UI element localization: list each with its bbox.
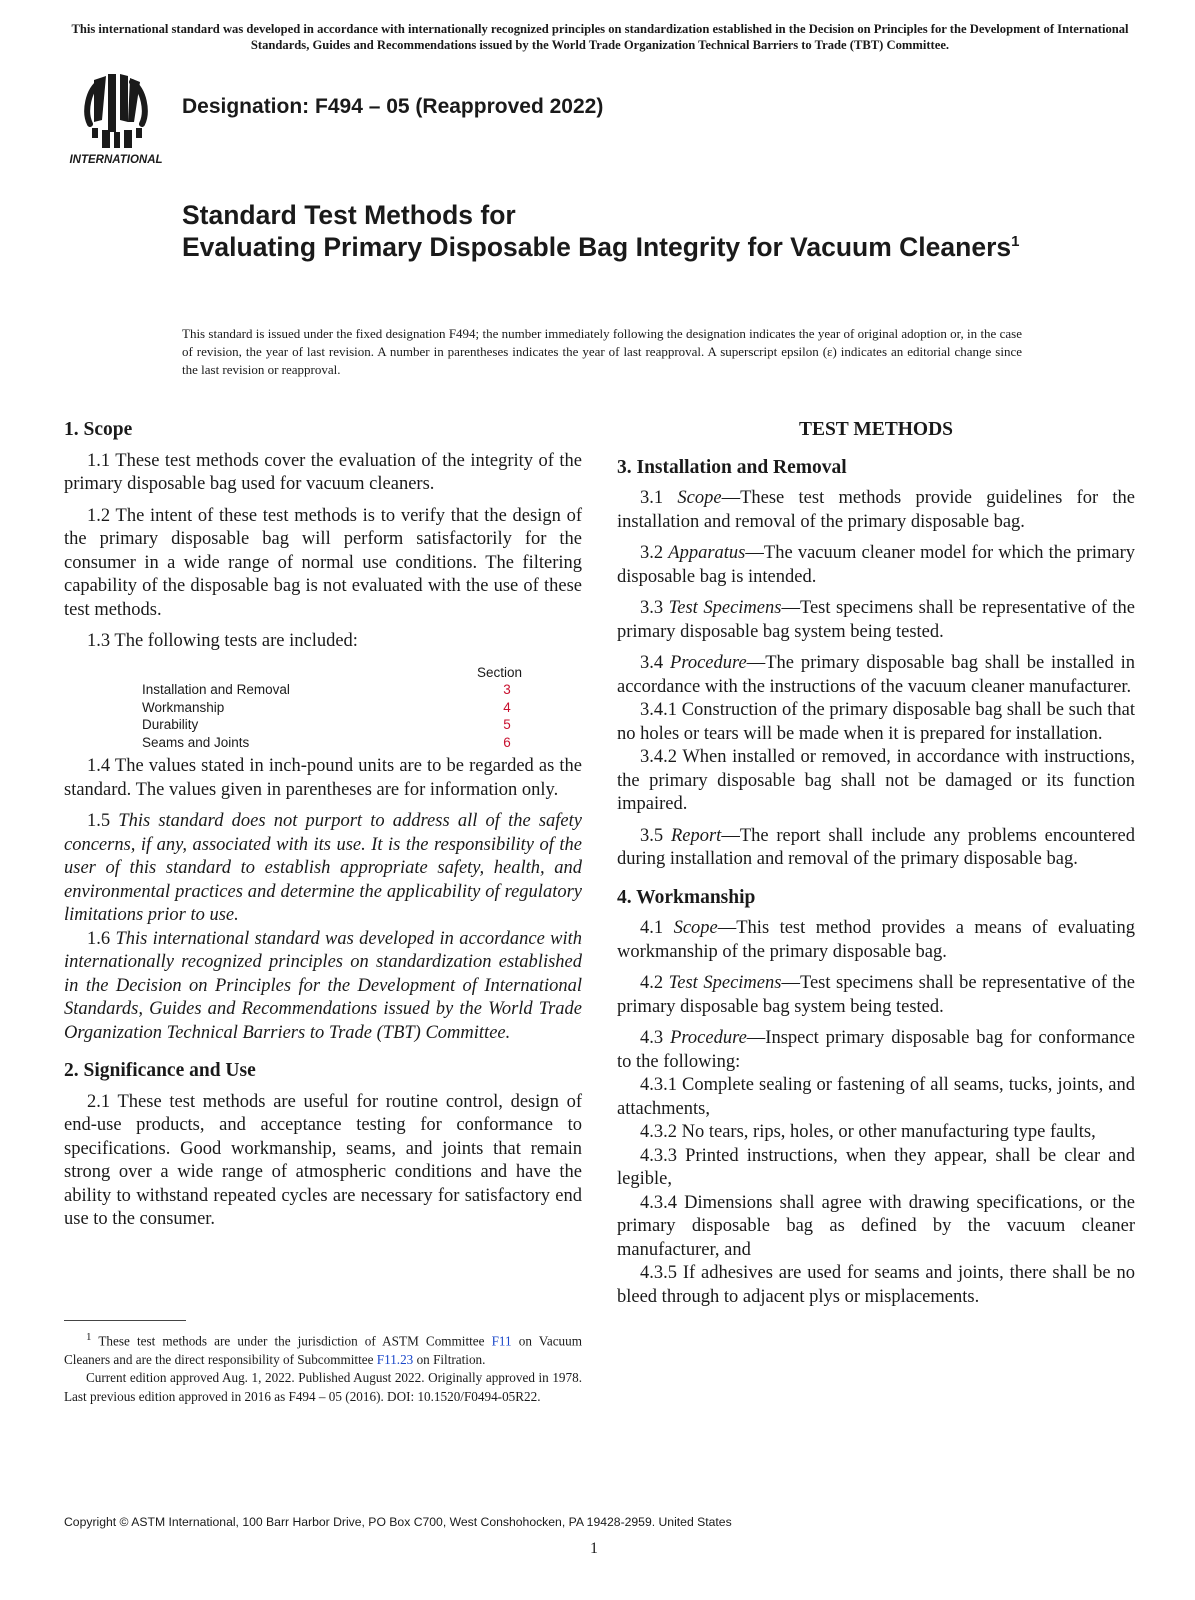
section-4-heading: 4. Workmanship <box>617 886 756 908</box>
copyright: Copyright © ASTM International, 100 Barr Harbor Drive, PO Box C700, West Conshohocken, PA 19428-2959. United States <box>64 1515 732 1529</box>
paragraph-3-3: 3.3 Test Specimens—Test specimens shall be representative of the primary disposable bag system being tested. <box>617 598 1136 642</box>
paragraph-3-2: 3.2 Apparatus—The vacuum cleaner model for which the primary disposable bag is intended. <box>617 543 1135 587</box>
top-notice: This international standard was developed in accordance with internationally recognized principles on standardization established in the Decision on Principles for the Development of International Standards, Guides and Recommendations issued by the World Trade Organization Technical Barriers to Trade (TBT) Committee. <box>71 22 1129 52</box>
paragraph-1-1: 1.1 These test methods cover the evaluation of the integrity of the primary disposable bag used for vacuum cleaners. <box>64 450 582 494</box>
section-1-heading: 1. Scope <box>64 419 133 440</box>
page-number: 1 <box>590 1540 598 1557</box>
logo-subtext: INTERNATIONAL <box>69 154 163 166</box>
paragraph-4-3-1: 4.3.1 Complete sealing or fastening of all seams, tucks, joints, and attachments, <box>617 1075 1135 1119</box>
section-link[interactable]: 4 <box>503 699 511 715</box>
paragraph-4-2: 4.2 Test Specimens—Test specimens shall be representative of the primary disposable bag system being tested. <box>617 973 1136 1017</box>
astm-logo <box>62 70 170 166</box>
paragraph-3-4-2: 3.4.2 When installed or removed, in accordance with instructions, the primary disposable bag shall not be damaged or its function impaired. <box>617 747 1135 814</box>
paragraph-4-3-3: 4.3.3 Printed instructions, when they appear, shall be clear and legible, <box>617 1145 1135 1189</box>
title-line-1: Standard Test Methods for <box>182 200 516 230</box>
footnote-1: $^1$ These test methods are under the jurisdiction of ASTM Committee F11 on Vacuum Cleaners and are the direct responsibility of Subcommittee F11.23 on Filtration. <box>64 1331 582 1367</box>
paragraph-2-1: 2.1 These test methods are useful for routine control, design of end-use products, and acceptance testing for conformance to specifications. Good workmanship, seams, and joints that remain strong over a wide range of atmospheric conditions and have the ability to withstand repeated cycles are necessary for satisfactory end use to the consumer. <box>64 1091 582 1229</box>
paragraph-4-1: 4.1 Scope—This test method provides a means of evaluating workmanship of the primary disposable bag. <box>617 918 1135 962</box>
paragraph-3-5: 3.5 Report—The report shall include any problems encountered during installation and removal of the primary disposable bag. <box>617 825 1135 869</box>
title-line-2: Evaluating Primary Disposable Bag Integrity for Vacuum Cleaners$^1$ <box>182 232 1020 262</box>
section-3-heading: 3. Installation and Removal <box>617 456 847 478</box>
paragraph-1-4: 1.4 The values stated in inch-pound units are to be regarded as the standard. The values given in parentheses are for information only. <box>64 756 582 800</box>
paragraph-3-1: 3.1 Scope—These test methods provide guidelines for the installation and removal of the primary disposable bag. <box>617 488 1136 532</box>
tests-table-row: Workmanship 4 <box>142 699 532 717</box>
tests-table-row: Durability 5 <box>142 716 532 734</box>
left-column <box>64 418 582 1232</box>
tests-table-row: Seams and Joints 6 <box>142 734 532 752</box>
committee-link[interactable]: F11 <box>491 1333 512 1349</box>
paragraph-4-3-5: 4.3.5 If adhesives are used for seams and joints, there shall be no bleed through to adjacent plys or misplacements. <box>617 1263 1135 1307</box>
paragraph-4-3-2: 4.3.2 No tears, rips, holes, or other manufacturing type faults, <box>640 1122 1096 1142</box>
tests-table <box>142 664 532 752</box>
footnotes <box>64 1328 582 1406</box>
paragraph-1-6: 1.6 This international standard was developed in accordance with internationally recognized principles on standardization established in the Decision on Principles for the Development of International Standards, Guides and Recommendations issued by the World Trade Organization Technical Barriers to Trade (TBT) Committee. <box>64 928 583 1043</box>
section-link[interactable]: 6 <box>503 734 511 750</box>
paragraph-4-3-4: 4.3.4 Dimensions shall agree with drawing specifications, or the primary disposable bag as defined by the vacuum cleaner manufacturer, and <box>617 1192 1135 1260</box>
tests-table-row: Installation and Removal 3 <box>142 681 532 699</box>
footnote-rule <box>64 1320 186 1321</box>
paragraph-4-3: 4.3 Procedure—Inspect primary disposable bag for conformance to the following: <box>617 1028 1135 1072</box>
section-link[interactable]: 5 <box>503 717 511 732</box>
title-footnote-mark: 1 <box>1011 233 1020 251</box>
test-methods-heading: TEST METHODS <box>798 419 954 440</box>
preamble: This standard is issued under the fixed designation F494; the number immediately following the designation indicates the year of original adoption or, in the case of revision, the year of last revision. A number in parentheses indicates the year of last reapproval. A superscript epsilon (ε) indicates an editorial change since the last revision or reapproval. <box>182 326 1022 377</box>
paragraph-1-5: 1.5 This standard does not purport to address all of the safety concerns, if any, associated with its use. It is the responsibility of the user of this standard to establish appropriate safety, health, and environmental practices and determine the applicability of regulatory limitations prior to use. <box>64 811 582 925</box>
paragraph-3-4-1: 3.4.1 Construction of the primary disposable bag shall be such that no holes or tears will be made when it is prepared for installation. <box>617 700 1135 744</box>
right-column <box>617 418 1135 1309</box>
paragraph-3-4: 3.4 Procedure—The primary disposable bag shall be installed in accordance with the instructions of the vacuum cleaner manufacturer. <box>617 653 1136 697</box>
tests-table-header: Section <box>476 664 522 680</box>
paragraph-1-2: 1.2 The intent of these test methods is to verify that the design of the primary disposable bag will perform satisfactorily for the consumer in a wide range of normal use conditions. The filtering capability of the disposable bag is not evaluated with the use of these test methods. <box>64 505 582 620</box>
section-link[interactable]: 3 <box>503 682 511 697</box>
footnote-2: Current edition approved Aug. 1, 2022. Published August 2022. Originally approved in 1978. Last previous edition approved in 2016 as F494 – 05 (2016). DOI: 10.1520/F0494-05R22. <box>64 1370 582 1404</box>
subcommittee-link[interactable]: F11.23 <box>376 1351 414 1367</box>
document-title <box>182 199 1082 263</box>
paragraph-1-3: 1.3 The following tests are included: <box>87 631 358 651</box>
section-2-heading: 2. Significance and Use <box>64 1060 256 1081</box>
designation: Designation: F494 – 05 (Reapproved 2022) <box>182 95 604 118</box>
